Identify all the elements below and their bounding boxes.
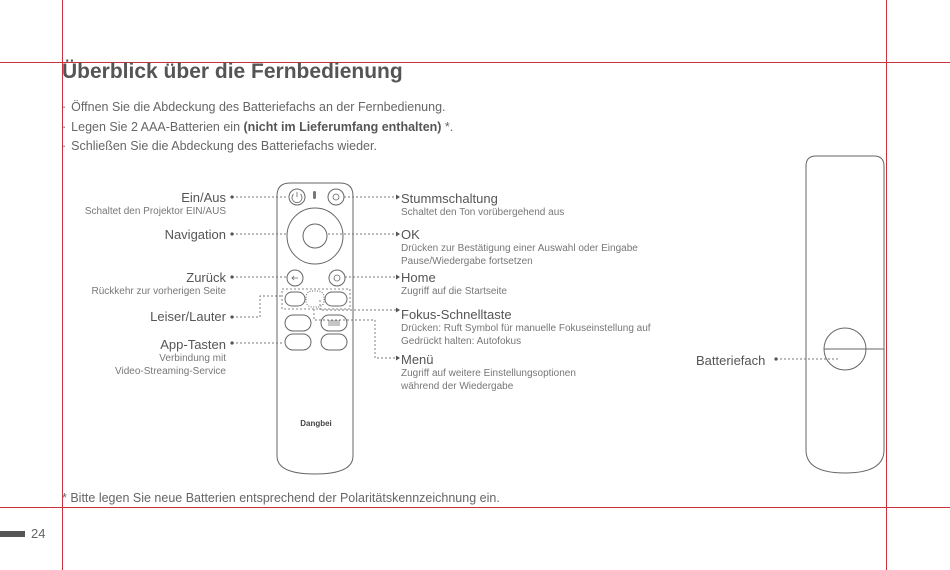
label-focus: Fokus-Schnelltaste Drücken: Ruft Symbol für manuelle Fokuseinstellung auf Gedrückt halten: Autofokus bbox=[401, 307, 651, 347]
label-volume: Leiser/Lauter bbox=[150, 309, 226, 324]
label-back: Zurück Rückkehr zur vorherigen Seite bbox=[91, 270, 226, 297]
step-1: · Öffnen Sie die Abdeckung des Batteriefachs an der Fernbedienung. bbox=[62, 100, 446, 114]
app-key-2 bbox=[285, 334, 311, 350]
label-ok: OK Drücken zur Bestätigung einer Auswahl oder Eingabe Pause/Wiedergabe fortsetzen bbox=[401, 227, 638, 267]
remote-back-body bbox=[806, 156, 884, 473]
leader-menu bbox=[314, 309, 396, 358]
app-key-3 bbox=[321, 334, 347, 350]
volume-up-button bbox=[325, 292, 347, 306]
step-3: · Schließen Sie die Abdeckung des Batteriefachs wieder. bbox=[62, 139, 377, 153]
navigation-ring bbox=[287, 208, 343, 264]
footnote: * Bitte legen Sie neue Batterien entsprechend der Polaritätskennzeichnung ein. bbox=[62, 491, 500, 505]
brand-logo: Dangbei bbox=[300, 419, 332, 428]
home-button-icon bbox=[329, 270, 345, 286]
mute-button-icon bbox=[328, 189, 344, 205]
label-home: Home Zugriff auf die Startseite bbox=[401, 270, 507, 297]
label-app-keys: App-Tasten Verbindung mit Video-Streaming-Service bbox=[115, 337, 226, 377]
label-navigation: Navigation bbox=[164, 227, 226, 242]
step-2: · Legen Sie 2 AAA-Batterien ein (nicht im Lieferumfang enthalten) *. bbox=[62, 120, 453, 134]
page-number-bar bbox=[0, 531, 25, 537]
ok-button bbox=[303, 224, 327, 248]
label-mute: Stummschaltung Schaltet den Ton vorübergehend aus bbox=[401, 191, 565, 218]
label-power: Ein/Aus Schaltet den Projektor EIN/AUS bbox=[84, 190, 226, 217]
focus-button bbox=[306, 291, 324, 307]
app-key-1 bbox=[285, 315, 311, 331]
leader-focus bbox=[320, 300, 396, 310]
label-battery-compartment: Batteriefach bbox=[696, 353, 766, 368]
leader-volume bbox=[232, 296, 283, 317]
label-menu: Menü Zugriff auf weitere Einstellungsoptionen während der Wiedergabe bbox=[401, 352, 576, 392]
volume-down-button bbox=[285, 292, 305, 306]
page-title: Überblick über die Fernbedienung bbox=[62, 60, 403, 83]
page-number: 24 bbox=[31, 526, 46, 541]
mic-icon bbox=[313, 191, 316, 199]
